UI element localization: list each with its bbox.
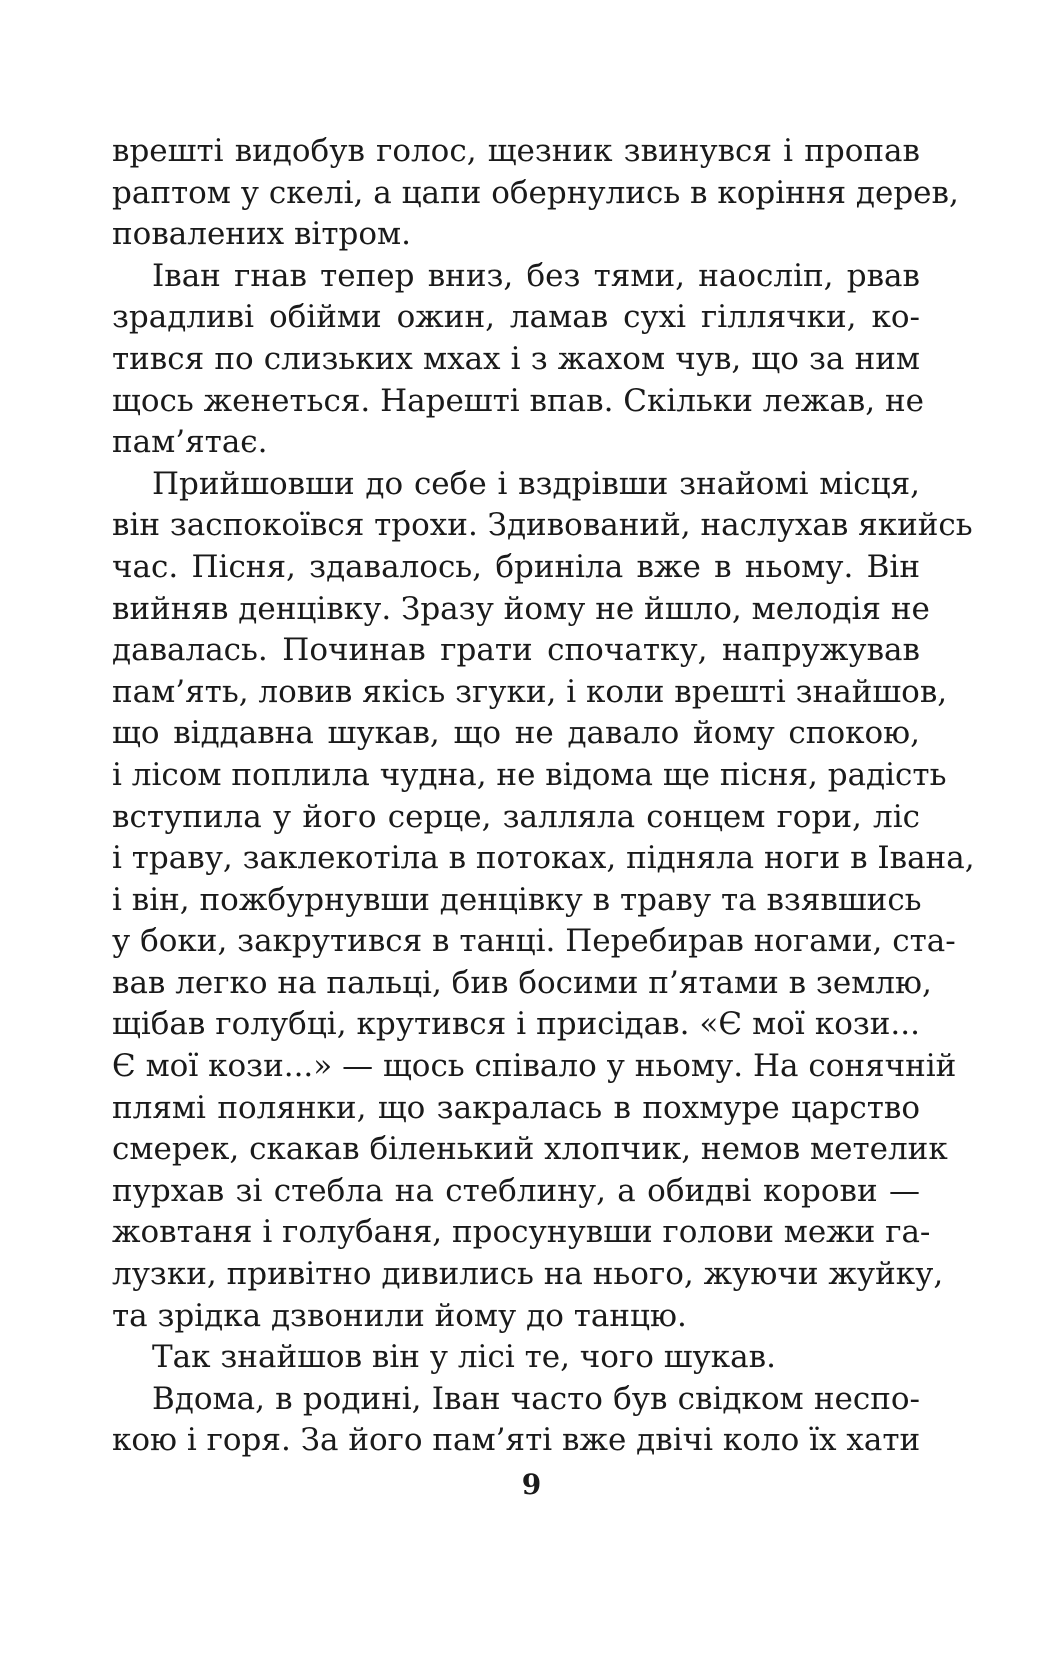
text-line: що віддавна шукав, що не давало йому спокою, bbox=[112, 715, 920, 752]
text-line: пам’ятає. bbox=[112, 424, 268, 461]
text-line: він заспокоївся трохи. Здивований, наслухав якийсь bbox=[112, 507, 973, 544]
text-line: давалась. Починав грати спочатку, напружував bbox=[112, 632, 920, 669]
text-line: кою і горя. За його пам’яті вже двічі коло їх хати bbox=[112, 1422, 921, 1459]
text-line: пурхав зі стебла на стеблину, а обидві корови — bbox=[112, 1172, 920, 1209]
text-line: Є мої кози...» — щось співало у ньому. На сонячній bbox=[112, 1048, 957, 1085]
text-line: лузки, привітно дивились на нього, жуючи жуйку, bbox=[112, 1256, 944, 1293]
text-line: раптом у скелі, а цапи обернулись в коріння дерев, bbox=[112, 174, 959, 211]
body-text bbox=[112, 131, 975, 1462]
text-line: вав легко на пальці, бив босими п’ятами в землю, bbox=[112, 964, 932, 1001]
paragraph bbox=[112, 256, 924, 464]
paragraph bbox=[112, 1337, 920, 1379]
text-line: і траву, заклекотіла в потоках, підняла ноги в Івана, bbox=[112, 840, 975, 877]
text-line: Прийшовши до себе і вздрівши знайомі місця, bbox=[152, 465, 920, 502]
text-line: і лісом поплила чудна, не відома ще пісня, радість bbox=[112, 756, 947, 793]
text-line: плямі полянки, що закралась в похмуре царство bbox=[112, 1089, 920, 1126]
text-line: Так знайшов він у лісі те, чого шукав. bbox=[152, 1339, 776, 1376]
text-line: повалених вітром. bbox=[112, 216, 411, 253]
text-line: та зрідка дзвонили йому до танцю. bbox=[112, 1297, 687, 1334]
text-line: щось женеться. Нарешті впав. Скільки лежав, не bbox=[112, 382, 924, 419]
text-line: у боки, закрутився в танці. Перебирав ногами, ста- bbox=[112, 923, 956, 960]
text-line: смерек, скакав біленький хлопчик, немов метелик bbox=[112, 1131, 948, 1168]
page-number: 9 bbox=[521, 1468, 542, 1501]
text-line: вступила у його серце, залляла сонцем гори, ліс bbox=[112, 798, 920, 835]
text-line: Вдома, в родині, Іван часто був свідком неспо- bbox=[152, 1380, 920, 1417]
text-line: час. Пісня, здавалось, бриніла вже в ньому. Він bbox=[112, 548, 920, 585]
text-line: вийняв денцівку. Зразу йому не йшло, мелодія не bbox=[112, 590, 930, 627]
text-line: зрадливі обійми ожин, ламав сухі гіллячки, ко- bbox=[112, 299, 920, 336]
text-line: врешті видобув голос, щезник звинувся і пропав bbox=[112, 133, 920, 169]
text-line: жовтаня і голубаня, просунувши голови межи га- bbox=[112, 1214, 931, 1251]
paragraph bbox=[112, 464, 975, 1337]
text-line: і він, пожбурнувши денцівку в траву та взявшись bbox=[112, 881, 922, 918]
text-line: пам’ять, ловив якісь згуки, і коли врешті знайшов, bbox=[112, 673, 948, 710]
text-line: Іван гнав тепер вниз, без тями, наосліп, рвав bbox=[152, 257, 920, 294]
paragraph bbox=[112, 131, 959, 256]
text-line: щібав голубці, крутився і присідав. «Є мої кози... bbox=[112, 1006, 920, 1043]
text-line: тився по слизьких мхах і з жахом чув, що за ним bbox=[112, 340, 920, 377]
paragraph bbox=[112, 1379, 920, 1462]
